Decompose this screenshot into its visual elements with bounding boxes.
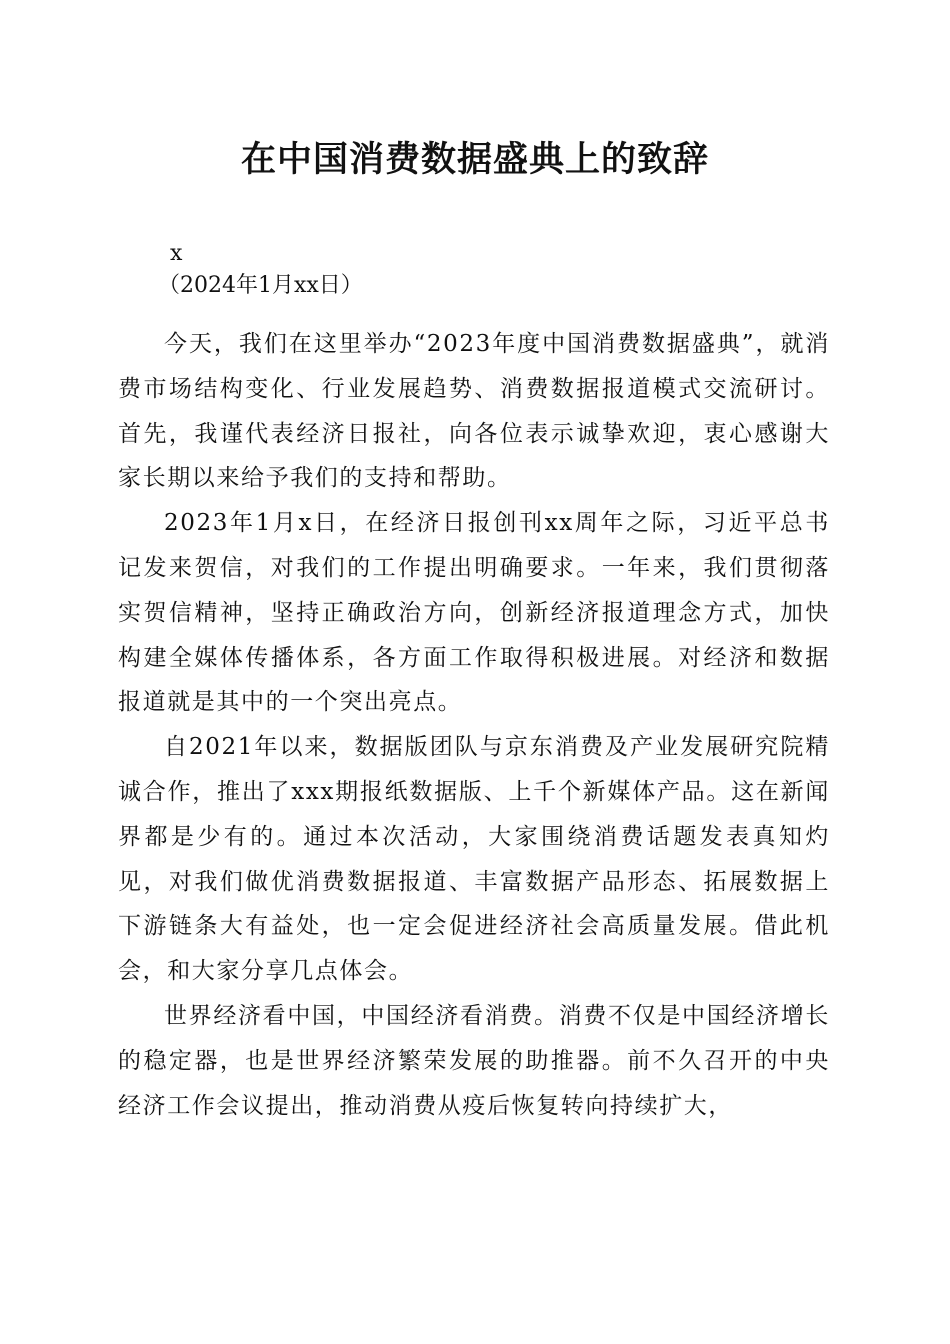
paragraph-3: 自2021年以来，数据版团队与京东消费及产业发展研究院精诚合作，推出了xxx期报纸数据版、上千个新媒体产品。这在新闻界都是少有的。通过本次活动，大家围绕消费话题发表真知灼见，对我们做优消费数据报道、丰富数据产品形态、拓展数据上下游链条大有益处，也一定会促进经济社会高质量发展。借此机会，和大家分享几点体会。 [118,734,830,985]
paragraph-2: 2023年1月x日，在经济日报创刊xx周年之际，习近平总书记发来贺信，对我们的工作提出明确要求。一年来，我们贯彻落实贺信精神，坚持正确政治方向，创新经济报道理念方式，加快构建全媒体传播体系，各方面工作取得积极进展。对经济和数据报道就是其中的一个突出亮点。 [118,510,830,716]
paragraph-1: 今天，我们在这里举办“2023年度中国消费数据盛典”，就消费市场结构变化、行业发展趋势、消费数据报道模式交流研讨。首先，我谨代表经济日报社，向各位表示诚挚欢迎，衷心感谢大家长期以来给予我们的支持和帮助。 [118,331,830,492]
paragraph-4: 世界经济看中国，中国经济看消费。消费不仅是中国经济增长的稳定器，也是世界经济繁荣发展的助推器。前不久召开的中央经济工作会议提出，推动消费从疫后恢复转向持续扩大， [118,1002,830,1119]
document-date: （2024年1月xx日） [158,273,363,298]
document-author: x [170,241,183,266]
document-title: 在中国消费数据盛典上的致辞 [240,139,709,180]
document-body [118,322,830,1128]
